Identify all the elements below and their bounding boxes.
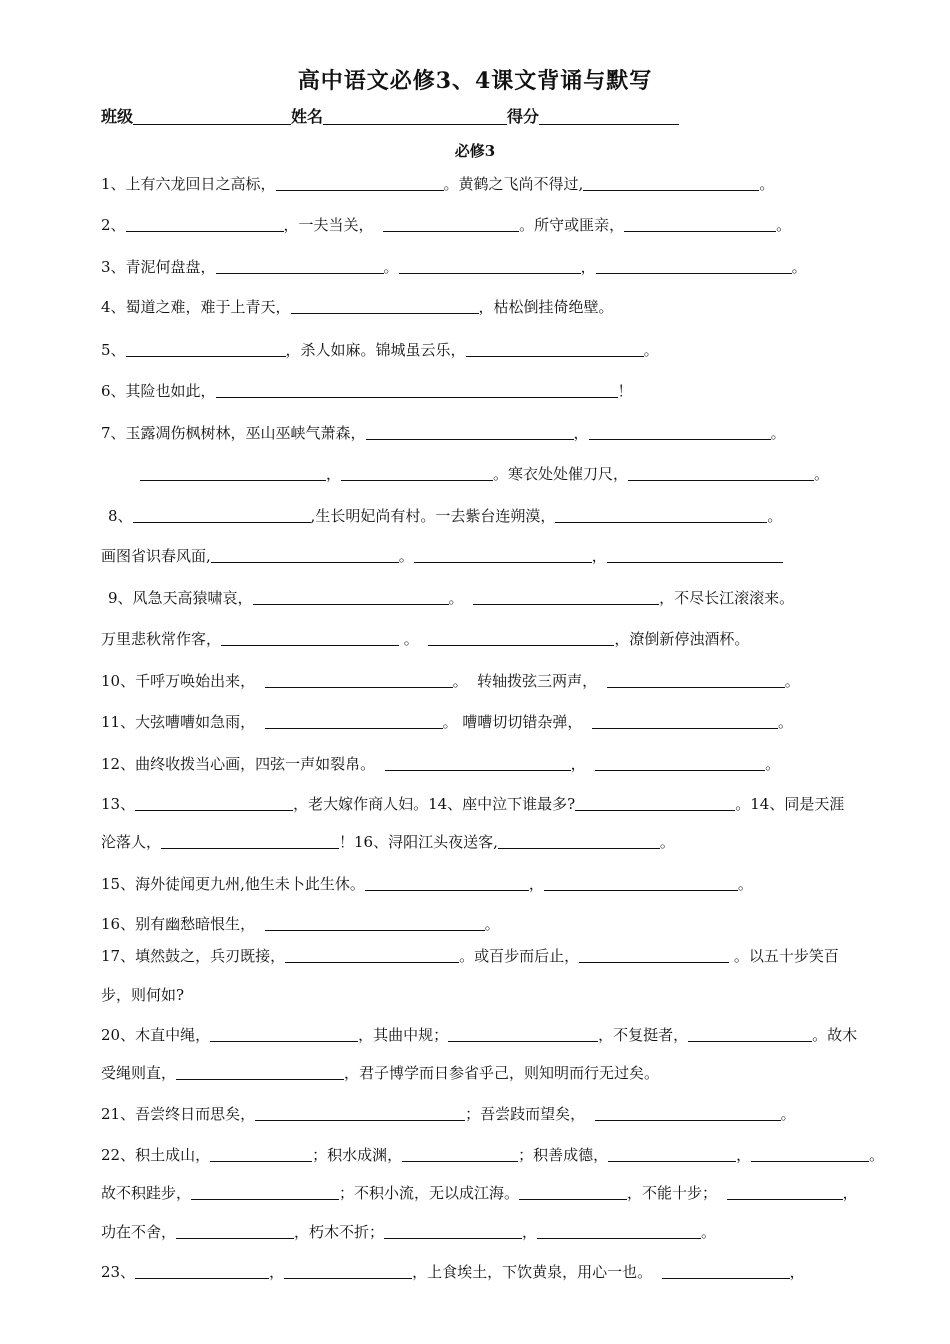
answer-blank[interactable] <box>537 1224 701 1239</box>
class-label: 班级 <box>101 107 134 126</box>
question-text: ；吾尝跂而望矣， <box>465 1105 595 1123</box>
question-line <box>101 257 807 277</box>
question-text: 23、 <box>101 1263 136 1281</box>
question-text: 。 <box>737 875 753 893</box>
question-line <box>101 174 774 194</box>
question-line <box>101 1222 716 1242</box>
question-text: 。寒衣处处催刀尺， <box>493 465 629 483</box>
question-line <box>101 629 749 649</box>
question-text: 20、木直中绳， <box>101 1026 211 1044</box>
question-line <box>108 588 794 608</box>
question-text: ，枯松倒挂倚绝壁。 <box>478 298 614 316</box>
question-text: ，老大嫁作商人妇。14、座中泣下谁最多? <box>293 795 576 813</box>
question-text: 。 <box>399 630 429 648</box>
answer-blank[interactable] <box>688 1027 812 1042</box>
question-text: 。 <box>659 833 675 851</box>
question-text: 8、 <box>108 507 133 525</box>
question-text: 万里悲秋常作客， <box>101 630 222 648</box>
question-text: 10、千呼万唤始出来， <box>101 672 265 690</box>
answer-blank[interactable] <box>579 948 729 963</box>
answer-blank[interactable] <box>608 1147 736 1162</box>
question-text: 12、曲终收拨当心画，四弦一声如裂帛。 <box>101 755 385 773</box>
answer-blank[interactable] <box>265 714 443 729</box>
page-title: 高中语文必修3、4课文背诵与默写 <box>297 68 653 94</box>
question-line <box>101 340 659 360</box>
question-line <box>101 546 783 566</box>
question-text: 。黄鹤之飞尚不得过, <box>443 175 584 193</box>
question-text: ，朽木不折； <box>294 1223 385 1241</box>
question-line <box>101 1183 858 1203</box>
answer-blank[interactable] <box>126 217 284 232</box>
question-text: 。 <box>767 507 783 525</box>
answer-blank[interactable] <box>383 217 519 232</box>
question-text: ， <box>326 465 342 483</box>
question-text: ， <box>573 424 589 442</box>
question-text: ,生长明妃尚有村。一去紫台连朔漠， <box>310 507 556 525</box>
question-text: 故不积跬步， <box>101 1184 192 1202</box>
question-text: ；不积小流，无以成江海。 <box>339 1184 520 1202</box>
answer-blank[interactable] <box>595 1106 781 1121</box>
question-text: 16、别有幽愁暗恨生， <box>101 915 265 933</box>
question-line <box>101 874 753 894</box>
answer-blank[interactable] <box>473 590 659 605</box>
question-text: ，不尽长江滚滚来。 <box>659 589 795 607</box>
answer-blank[interactable] <box>133 508 311 523</box>
answer-blank[interactable] <box>662 1264 790 1279</box>
question-text: ！ <box>617 382 633 400</box>
question-text: 4、蜀道之难，难于上青天， <box>101 298 291 316</box>
answer-blank[interactable] <box>161 834 339 849</box>
question-text: 11、大弦嘈嘈如急雨， <box>101 713 265 731</box>
answer-blank[interactable] <box>385 756 571 771</box>
question-line <box>101 985 184 1005</box>
question-text: 。 <box>777 713 793 731</box>
question-text: 功在不舍， <box>101 1223 177 1241</box>
answer-blank[interactable] <box>216 259 384 274</box>
question-line <box>101 914 500 934</box>
answer-blank[interactable] <box>595 756 765 771</box>
question-line <box>101 754 780 774</box>
question-text: 。 <box>814 465 830 483</box>
question-text: 9、风急天高猿啸哀， <box>108 589 253 607</box>
question-text: 3、青泥何盘盘， <box>101 258 216 276</box>
answer-blank[interactable] <box>414 548 592 563</box>
answer-blank[interactable] <box>221 631 399 646</box>
question-text: 1、上有六龙回日之高标， <box>101 175 276 193</box>
question-text: 2、 <box>101 216 126 234</box>
question-text: 。 <box>784 672 800 690</box>
question-text: 。或百步而后止， <box>459 947 580 965</box>
question-line <box>101 794 844 814</box>
question-text: 步，则何如? <box>101 986 185 1004</box>
answer-blank[interactable] <box>448 1027 598 1042</box>
answer-blank[interactable] <box>384 1224 522 1239</box>
question-line <box>101 1262 805 1282</box>
question-text: 。 <box>448 589 474 607</box>
question-text: 。 <box>776 216 792 234</box>
name-blank[interactable] <box>323 108 507 125</box>
question-line <box>101 297 614 317</box>
name-label: 姓名 <box>291 107 324 126</box>
answer-blank[interactable] <box>751 1147 869 1162</box>
class-blank[interactable] <box>133 108 291 125</box>
question-line <box>101 1145 884 1165</box>
answer-blank[interactable] <box>366 425 574 440</box>
answer-blank[interactable] <box>216 383 618 398</box>
answer-blank[interactable] <box>428 631 614 646</box>
section-heading: 必修3 <box>454 142 496 160</box>
answer-blank[interactable] <box>265 916 485 931</box>
student-info-row <box>101 104 679 127</box>
answer-blank[interactable] <box>365 876 529 891</box>
question-text: ；积善成德， <box>518 1146 609 1164</box>
question-text: 13、 <box>101 795 136 813</box>
question-line <box>101 671 800 691</box>
question-text: 7、玉露凋伤枫树林，巫山巫峡气萧森， <box>101 424 366 442</box>
question-text: 画图省识春风面, <box>101 547 211 565</box>
question-text: ，一夫当关， <box>283 216 384 234</box>
answer-blank[interactable] <box>285 948 459 963</box>
question-line <box>101 832 675 852</box>
question-text: ， <box>269 1263 285 1281</box>
question-text: ， <box>580 258 596 276</box>
question-line <box>101 712 793 732</box>
question-text: 。 <box>759 175 775 193</box>
question-line <box>101 1104 796 1124</box>
answer-blank[interactable] <box>135 796 293 811</box>
answer-blank[interactable] <box>253 590 449 605</box>
question-text: 。 <box>770 424 786 442</box>
answer-blank[interactable] <box>126 342 286 357</box>
answer-blank[interactable] <box>607 673 785 688</box>
question-text: ！16、浔阳江头夜送客, <box>339 833 498 851</box>
question-text: 沦落人， <box>101 833 162 851</box>
answer-blank[interactable] <box>284 1264 412 1279</box>
question-text: ，君子博学而日参省乎己，则知明而行无过矣。 <box>344 1064 660 1082</box>
answer-blank[interactable] <box>544 876 738 891</box>
question-text: 6、其险也如此， <box>101 382 216 400</box>
question-text: 。 嘈嘈切切错杂弹， <box>442 713 592 731</box>
question-line <box>101 423 786 443</box>
question-text: 21、吾尝终日而思矣， <box>101 1105 256 1123</box>
answer-blank[interactable] <box>727 1185 843 1200</box>
question-text: ， <box>736 1146 752 1164</box>
answer-blank[interactable] <box>624 217 776 232</box>
answer-blank[interactable] <box>519 1185 627 1200</box>
question-text: 。以五十步笑百 <box>729 947 839 965</box>
answer-blank[interactable] <box>589 425 771 440</box>
question-text: 。14、同是天涯 <box>735 795 845 813</box>
question-line <box>108 506 782 526</box>
answer-blank[interactable] <box>210 1147 312 1162</box>
question-text: 15、海外徒闻更九州,他生未卜此生休。 <box>101 875 365 893</box>
question-text: ， <box>528 875 544 893</box>
question-text: 17、填然鼓之，兵刃既接， <box>101 947 286 965</box>
answer-blank[interactable] <box>135 1264 269 1279</box>
question-text: 22、积土成山， <box>101 1146 211 1164</box>
question-text: 。所守或匪亲， <box>519 216 625 234</box>
answer-blank[interactable] <box>255 1106 465 1121</box>
answer-blank[interactable] <box>191 1185 339 1200</box>
question-text: 5、 <box>101 341 126 359</box>
answer-blank[interactable] <box>607 548 783 563</box>
question-line <box>101 946 839 966</box>
question-text: 。故木 <box>812 1026 858 1044</box>
question-text: ，不能十步； <box>627 1184 727 1202</box>
answer-blank[interactable] <box>291 299 479 314</box>
question-text: ，潦倒新停浊酒杯。 <box>614 630 750 648</box>
answer-blank[interactable] <box>265 673 453 688</box>
score-blank[interactable] <box>539 108 679 125</box>
question-text: 。 <box>643 341 659 359</box>
question-text: ，不复挺者， <box>598 1026 689 1044</box>
answer-blank[interactable] <box>402 1147 518 1162</box>
question-line <box>101 381 633 401</box>
question-text: ，其曲中规； <box>358 1026 449 1044</box>
answer-blank[interactable] <box>176 1224 294 1239</box>
question-text: ；积水成渊， <box>312 1146 403 1164</box>
answer-blank[interactable] <box>575 796 735 811</box>
question-text: 。 <box>765 755 781 773</box>
question-text: 受绳则直， <box>101 1064 177 1082</box>
answer-blank[interactable] <box>583 176 759 191</box>
answer-blank[interactable] <box>176 1065 344 1080</box>
question-text: ， <box>789 1263 805 1281</box>
question-text: ， <box>570 755 596 773</box>
question-text: ， <box>522 1223 538 1241</box>
question-text: 。 <box>791 258 807 276</box>
question-text: 。 <box>383 258 399 276</box>
question-line <box>140 464 829 484</box>
question-text: ， <box>842 1184 858 1202</box>
answer-blank[interactable] <box>210 1027 358 1042</box>
answer-blank[interactable] <box>498 834 660 849</box>
answer-blank[interactable] <box>628 466 814 481</box>
answer-blank[interactable] <box>466 342 644 357</box>
question-text: 。 <box>484 915 500 933</box>
question-line <box>101 1025 857 1045</box>
question-text: 。 <box>869 1146 885 1164</box>
answer-blank[interactable] <box>596 259 792 274</box>
question-text: ，上食埃土，下饮黄泉，用心一也。 <box>412 1263 662 1281</box>
answer-blank[interactable] <box>140 466 326 481</box>
question-line <box>101 1063 659 1083</box>
answer-blank[interactable] <box>399 259 581 274</box>
answer-blank[interactable] <box>341 466 493 481</box>
question-text: ， <box>591 547 607 565</box>
question-line <box>101 215 791 235</box>
question-text: ，杀人如麻。锦城虽云乐， <box>285 341 466 359</box>
answer-blank[interactable] <box>592 714 778 729</box>
answer-blank[interactable] <box>555 508 767 523</box>
score-label: 得分 <box>507 107 540 126</box>
question-text: 。 <box>780 1105 796 1123</box>
question-text: 。 转轴拨弦三两声， <box>452 672 607 690</box>
answer-blank[interactable] <box>276 176 444 191</box>
question-text: 。 <box>398 547 414 565</box>
question-text: 。 <box>701 1223 717 1241</box>
answer-blank[interactable] <box>211 548 399 563</box>
